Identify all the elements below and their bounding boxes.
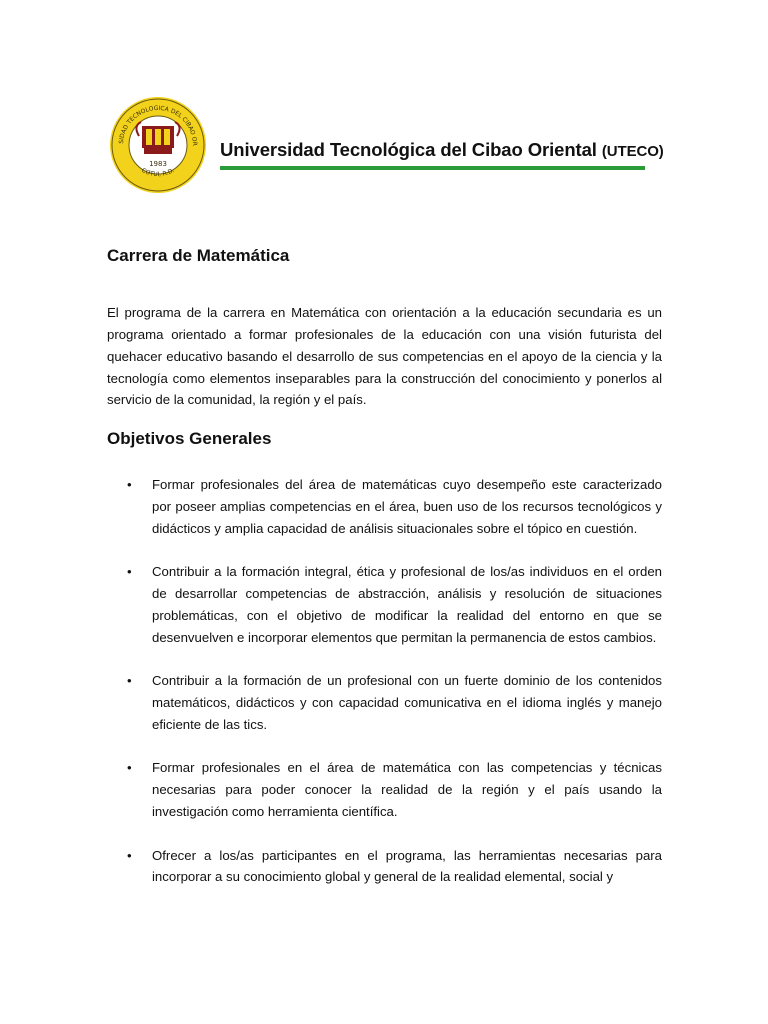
seal-ring-text-bottom: COTUI, R.D. bbox=[140, 166, 176, 179]
university-title bbox=[220, 139, 664, 161]
university-name: Universidad Tecnológica del Cibao Oriental bbox=[220, 139, 597, 160]
header-green-rule bbox=[220, 166, 645, 170]
bullet-icon: • bbox=[127, 760, 132, 776]
seal-year: 1983 bbox=[149, 160, 167, 168]
list-item bbox=[107, 670, 662, 735]
section-heading-carrera: Carrera de Matemática bbox=[107, 246, 290, 265]
list-item bbox=[107, 474, 662, 539]
uteco-seal-icon bbox=[109, 96, 207, 194]
program-description: El programa de la carrera en Matemática con orientación a la educación secundaria es un programa orientado a formar profesionales de la educación con una visión futurista del quehacer educativo basando el desarrollo de sus competencias en el apoyo de la ciencia y la tecnología como elementos inseparables para la construcción del conocimiento y ponerlos al servicio de la comunidad, la región y el país. bbox=[107, 305, 662, 408]
seal-ring-text-top: SIDAD TECNOLOGICA DEL CIBAO OR bbox=[117, 104, 199, 147]
section-heading-objetivos: Objetivos Generales bbox=[107, 429, 272, 448]
bullet-icon: • bbox=[127, 847, 132, 863]
objective-text: Formar profesionales en el área de matemática con las competencias y técnicas necesarias para poder conocer la realidad de la región y el país usando la investigación como herramienta científica. bbox=[152, 760, 662, 819]
bullet-icon: • bbox=[127, 477, 132, 492]
objective-text: Formar profesionales del área de matemáticas cuyo desempeño este caracterizado por poseer amplias competencias en el área, buen uso de los recursos tecnológicos y didácticos y amplia capacidad de análisis situacionales sobre el tópico en cuestión. bbox=[152, 477, 662, 536]
objectives-list bbox=[107, 474, 662, 910]
list-item bbox=[107, 845, 662, 889]
list-item bbox=[107, 757, 662, 822]
objective-text: Contribuir a la formación integral, ética y profesional de los/as individuos en el orden de desarrollar competencias de abstracción, análisis y resolución de situaciones problemáticas, con el objetivo de modificar la realidad del entorno en que se desenvuelven e incorporar elementos que permitan la permanencia de estos cambios. bbox=[152, 564, 662, 645]
bullet-icon: • bbox=[127, 673, 132, 689]
objective-text: Contribuir a la formación de un profesional con un fuerte dominio de los contenidos matemáticos, didácticos y con capacidad comunicativa en el idioma inglés y manejo eficiente de las tics. bbox=[152, 673, 662, 732]
list-item bbox=[107, 561, 662, 648]
bullet-icon: • bbox=[127, 564, 132, 580]
objective-text: Ofrecer a los/as participantes en el programa, las herramientas necesarias para incorporar a su conocimiento global y general de la realidad elemental, social y bbox=[152, 847, 662, 885]
university-abbreviation: (UTECO) bbox=[601, 143, 664, 160]
